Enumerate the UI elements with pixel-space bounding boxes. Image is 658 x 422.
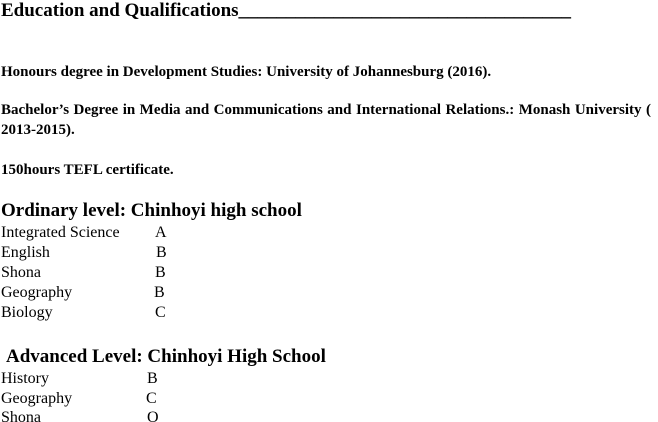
subject-name: Shona [1, 409, 41, 422]
subject-name: Shona [1, 264, 41, 281]
subject-grade: C [155, 304, 166, 321]
honours-degree: Honours degree in Development Studies: University of Johannesburg (2016). [1, 64, 492, 80]
bachelor-degree: Bachelor’s Degree in Media and Communications and International Relations.: Monash University ( 2013-2015). [1, 102, 651, 138]
subject-name: Geography [1, 390, 73, 407]
tefl-certificate: 150hours TEFL certificate. [1, 162, 174, 178]
subject-grade: B [154, 284, 165, 301]
ordinary-level-title: Ordinary level: Chinhoyi high school [1, 200, 302, 221]
advanced-level-title: Advanced Level: Chinhoyi High School [6, 346, 326, 367]
subject-name: Integrated Science [1, 224, 120, 241]
subject-grade: O [147, 409, 159, 422]
subject-grade: A [155, 224, 167, 241]
subject-grade: C [146, 390, 157, 407]
subject-name: History [1, 370, 49, 387]
subject-grade: B [155, 264, 166, 281]
subject-name: Biology [1, 304, 53, 321]
subject-name: Geography [1, 284, 73, 301]
section-heading: Education and Qualifications___________________________________ [1, 0, 572, 21]
subject-grade: B [156, 244, 167, 261]
subject-name: English [1, 244, 50, 261]
subject-grade: B [147, 370, 158, 387]
